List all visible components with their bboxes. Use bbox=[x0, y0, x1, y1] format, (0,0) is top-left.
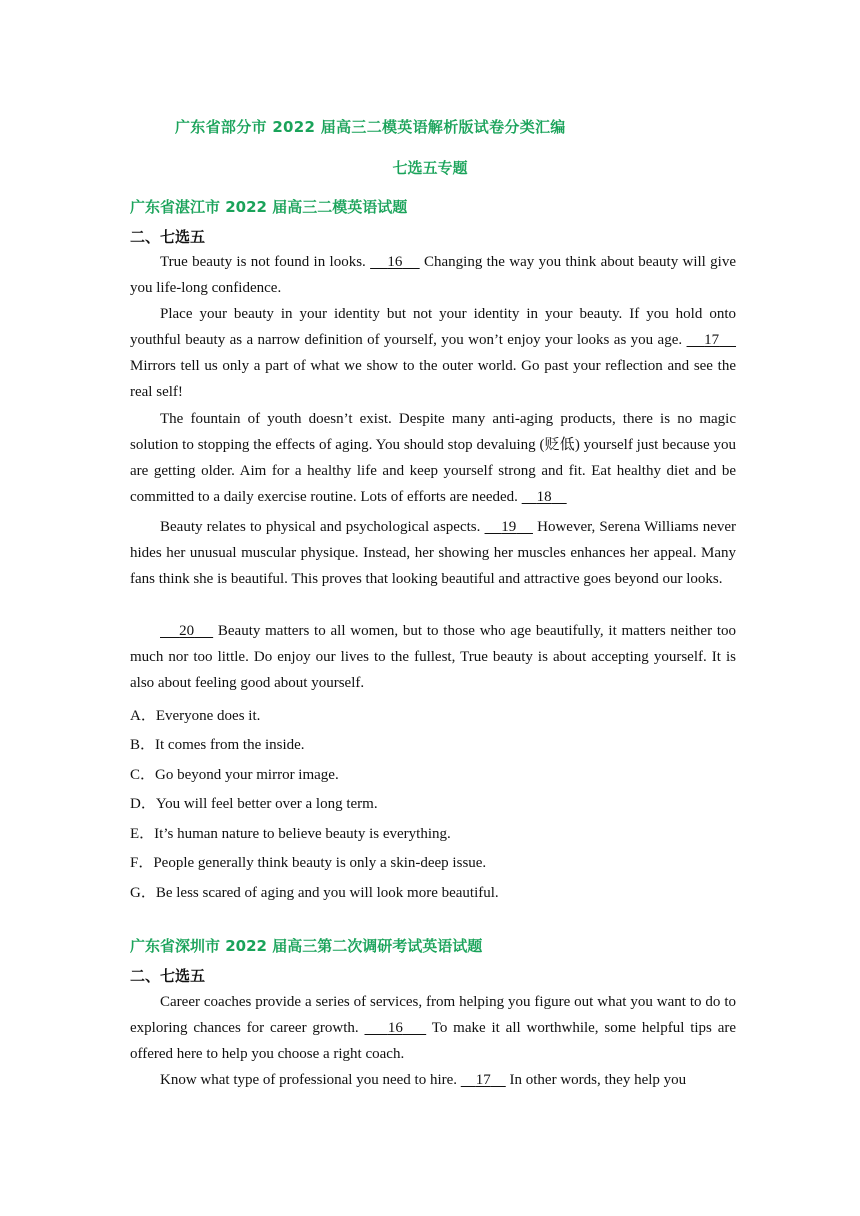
paragraph: 20 Beauty matters to all women, but to those who age beautifully, it matters neither too much nor too little. Do enjoy our lives to the fullest, True beauty is about accepting yourself. It is also about feeling good about yourself. bbox=[130, 623, 737, 691]
document-subtitle: 七选五专题 bbox=[392, 159, 468, 177]
document-title: 广东省部分市 2022 届高三二模英语解析版试卷分类汇编 bbox=[175, 118, 566, 136]
answer-blank: 17 bbox=[704, 332, 720, 348]
paragraph: Beauty relates to physical and psychological aspects. 19 However, Serena Williams never hides her unusual muscular physique. Instead, her showing her muscles enhances her appeal. Many fans think she is beautiful. This proves that looking beautiful and attractive goes beyond our looks. bbox=[130, 519, 737, 587]
paragraph: Place your beauty in your identity but not your identity in your beauty. If you hold onto youthful beauty as a narrow definition of yourself, you won’t enjoy your looks as you age. 17 Mirrors tell us only a part of what we show to the outer world. Go past your reflection and see the real self! bbox=[130, 306, 736, 400]
option-item: F．People generally think beauty is only a skin-deep issue. bbox=[130, 855, 487, 871]
option-item: G．Be less scared of aging and you will look more beautiful. bbox=[130, 885, 499, 901]
answer-blank: 16 bbox=[387, 254, 403, 270]
answer-blank: 16 bbox=[387, 1020, 403, 1036]
option-item: A．Everyone does it. bbox=[130, 708, 261, 724]
section-title: 广东省湛江市 2022 届高三二模英语试题 bbox=[130, 198, 408, 216]
option-item: B．It comes from the inside. bbox=[130, 737, 305, 753]
section-title: 广东省深圳市 2022 届高三第二次调研考试英语试题 bbox=[130, 937, 483, 955]
option-item: E．It’s human nature to believe beauty is everything. bbox=[130, 826, 451, 842]
paragraph: Career coaches provide a series of services, from helping you figure out what you want to do to exploring chances for career growth. 16 To make it all worthwhile, some helpful tips are offered here to help you choose a right coach. bbox=[130, 994, 737, 1062]
option-item: D．You will feel better over a long term. bbox=[130, 796, 378, 812]
paragraph: Know what type of professional you need to hire. 17 In other words, they help you bbox=[160, 1072, 687, 1088]
section-part-label: 二、七选五 bbox=[130, 967, 206, 985]
answer-blank: 18 bbox=[536, 489, 552, 505]
section-part-label: 二、七选五 bbox=[130, 228, 206, 246]
paragraph: True beauty is not found in looks. 16 Changing the way you think about beauty will give you life-long confidence. bbox=[130, 254, 736, 296]
answer-blank: 19 bbox=[501, 519, 517, 535]
paragraph: The fountain of youth doesn’t exist. Despite many anti-aging products, there is no magic solution to stopping the effects of aging. You should stop devaluing (贬低) yourself just because you are getting older. Aim for a healthy life and keep yourself strong and fit. Eat healthy diet and be committed to a daily exercise routine. Lots of efforts are needed. 18 bbox=[130, 411, 736, 505]
answer-blank: 20 bbox=[179, 623, 195, 639]
answer-blank: 17 bbox=[475, 1072, 491, 1088]
option-item: C．Go beyond your mirror image. bbox=[130, 767, 339, 783]
